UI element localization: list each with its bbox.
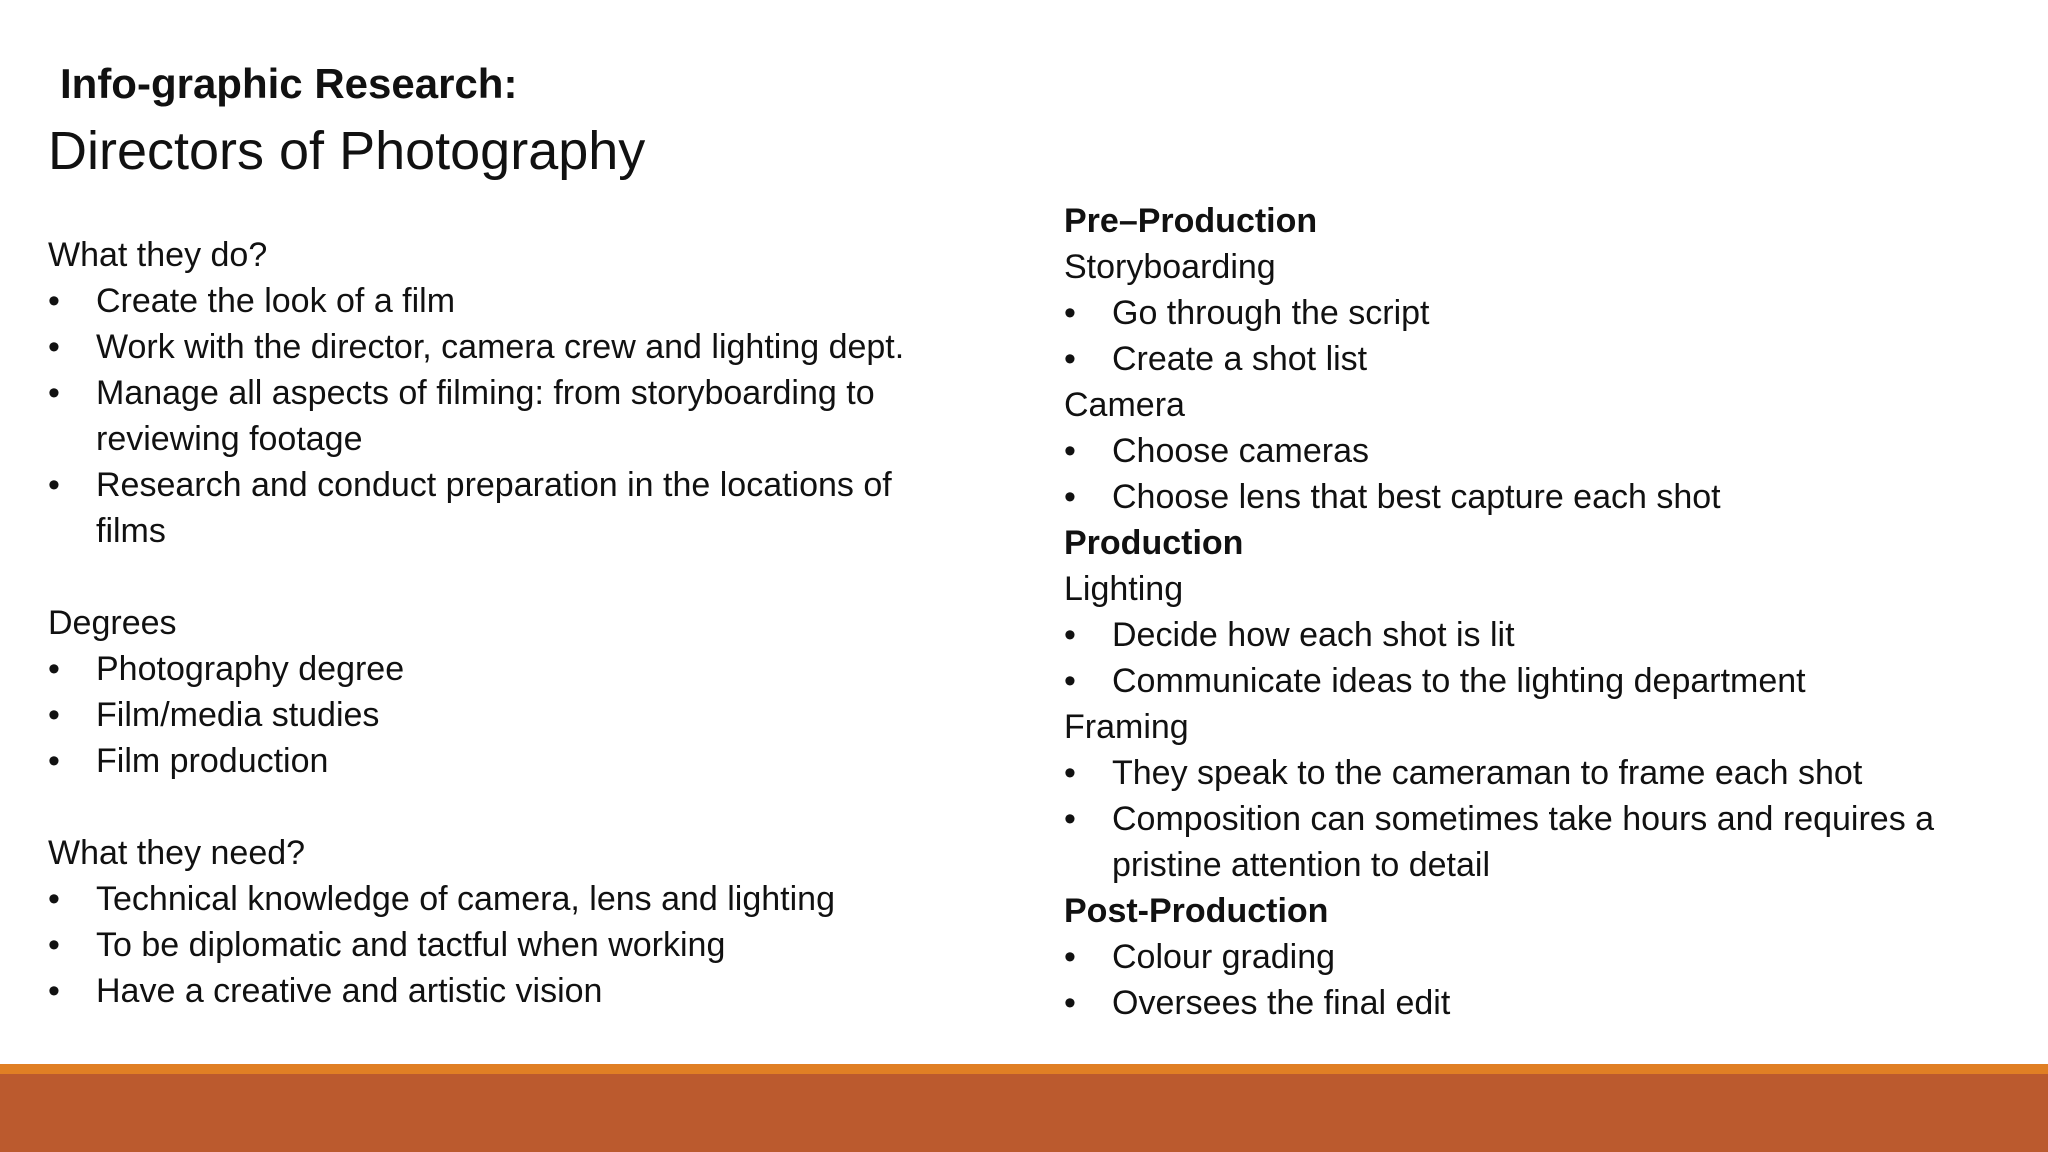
list-item	[1064, 336, 1964, 382]
list-item-text: Have a creative and artistic vision	[96, 972, 603, 1010]
bullet-icon: •	[48, 696, 60, 734]
list-item	[48, 278, 948, 324]
list-item	[1064, 750, 1964, 796]
bullet-icon: •	[1064, 800, 1076, 838]
lighting-heading: Lighting	[1064, 570, 1184, 608]
list-item	[48, 968, 948, 1014]
list-item	[48, 738, 948, 784]
bullet-icon: •	[48, 282, 60, 320]
spacer	[48, 784, 948, 830]
bullet-icon: •	[1064, 294, 1076, 332]
list-item-text: Create a shot list	[1112, 340, 1368, 378]
list-item	[1064, 658, 1964, 704]
bullet-icon: •	[1064, 340, 1076, 378]
list-item-text: Manage all aspects of filming: from storyboarding to reviewing footage	[96, 374, 875, 458]
camera-heading: Camera	[1064, 386, 1185, 424]
list-item	[48, 646, 948, 692]
list-item-text: Technical knowledge of camera, lens and lighting	[96, 880, 836, 918]
list-item-text: Oversees the final edit	[1112, 984, 1451, 1022]
list-item-text: Create the look of a film	[96, 282, 456, 320]
post-production-heading: Post-Production	[1064, 892, 1329, 930]
list-item	[48, 876, 948, 922]
what-they-do-heading: What they do?	[48, 236, 268, 274]
list-item-text: Photography degree	[96, 650, 405, 688]
list-item-text: Work with the director, camera crew and lighting dept.	[96, 328, 905, 366]
list-item-text: Go through the script	[1112, 294, 1430, 332]
list-item-text: Research and conduct preparation in the locations of films	[96, 466, 892, 550]
list-item-text: Choose lens that best capture each shot	[1112, 478, 1721, 516]
slide-title: Info-graphic Research:	[60, 60, 518, 107]
right-column	[1064, 198, 1964, 1026]
list-item	[48, 922, 948, 968]
list-item	[1064, 796, 1964, 888]
footer-bar	[0, 1074, 2048, 1152]
bullet-icon: •	[48, 374, 60, 412]
list-item-text: Colour grading	[1112, 938, 1336, 976]
bullet-icon: •	[48, 742, 60, 780]
left-column	[48, 232, 948, 1014]
bullet-icon: •	[48, 926, 60, 964]
list-item	[1064, 474, 1964, 520]
footer-accent-bar	[0, 1064, 2048, 1074]
list-item-text: Film/media studies	[96, 696, 380, 734]
production-heading: Production	[1064, 524, 1244, 562]
list-item	[48, 370, 948, 462]
list-item-text: Choose cameras	[1112, 432, 1370, 470]
framing-heading: Framing	[1064, 708, 1189, 746]
bullet-icon: •	[1064, 938, 1076, 976]
bullet-icon: •	[48, 650, 60, 688]
bullet-icon: •	[48, 972, 60, 1010]
list-item-text: Decide how each shot is lit	[1112, 616, 1515, 654]
bullet-icon: •	[1064, 616, 1076, 654]
list-item	[1064, 934, 1964, 980]
list-item	[48, 324, 948, 370]
storyboarding-heading: Storyboarding	[1064, 248, 1276, 286]
list-item-text: To be diplomatic and tactful when working	[96, 926, 726, 964]
slide-subtitle: Directors of Photography	[48, 121, 646, 181]
list-item	[48, 692, 948, 738]
bullet-icon: •	[1064, 754, 1076, 792]
list-item	[1064, 612, 1964, 658]
list-item-text: Film production	[96, 742, 329, 780]
list-item	[1064, 980, 1964, 1026]
bullet-icon: •	[48, 466, 60, 504]
what-they-need-heading: What they need?	[48, 834, 306, 872]
list-item-text: Communicate ideas to the lighting department	[1112, 662, 1806, 700]
degrees-heading: Degrees	[48, 604, 177, 642]
list-item	[48, 462, 948, 554]
bullet-icon: •	[48, 328, 60, 366]
pre-production-heading: Pre–Production	[1064, 202, 1318, 240]
list-item	[1064, 428, 1964, 474]
list-item-text: They speak to the cameraman to frame each shot	[1112, 754, 1863, 792]
bullet-icon: •	[1064, 984, 1076, 1022]
list-item	[1064, 290, 1964, 336]
spacer	[48, 554, 948, 600]
bullet-icon: •	[1064, 662, 1076, 700]
bullet-icon: •	[1064, 478, 1076, 516]
bullet-icon: •	[1064, 432, 1076, 470]
bullet-icon: •	[48, 880, 60, 918]
list-item-text: Composition can sometimes take hours and requires a pristine attention to detail	[1112, 800, 1935, 884]
